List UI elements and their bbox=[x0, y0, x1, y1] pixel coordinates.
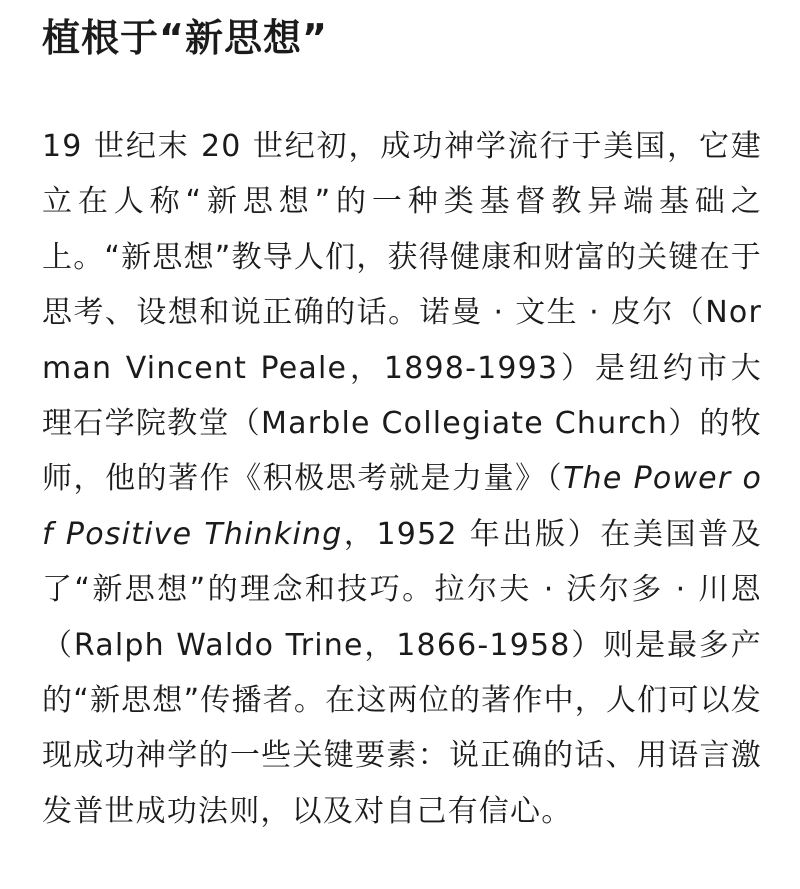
book-title-italic: The Power of Positive Thinking bbox=[42, 461, 762, 552]
paragraph-text-part-2: ，1952 年出版）在美国普及了“新思想”的理念和技巧。拉尔夫 · 沃尔多 · 川恩（Ralph Waldo Trine，1866-1958）则是最多产的“新思想”传播者。在这两位的著作中，人们可以发现成功神学的一些关键要素：说正确的话、用语言激发普世成功法则，以及对自己有信心。 bbox=[42, 516, 762, 829]
paragraph-text-part-1: 19 世纪末 20 世纪初，成功神学流行于美国，它建立在人称“新思想”的一种类基督教异端基础之上。“新思想”教导人们，获得健康和财富的关键在于思考、设想和说正确的话。诺曼 · 文生 · 皮尔（Norman Vincent Peale，1898-1993）是纽约市大理石学院教堂（Marble Collegiate Church）的牧师，他的著作《积极思考就是力量》（ bbox=[42, 129, 762, 497]
body-paragraph bbox=[42, 119, 762, 839]
section-title: 植根于“新思想” bbox=[42, 16, 328, 60]
